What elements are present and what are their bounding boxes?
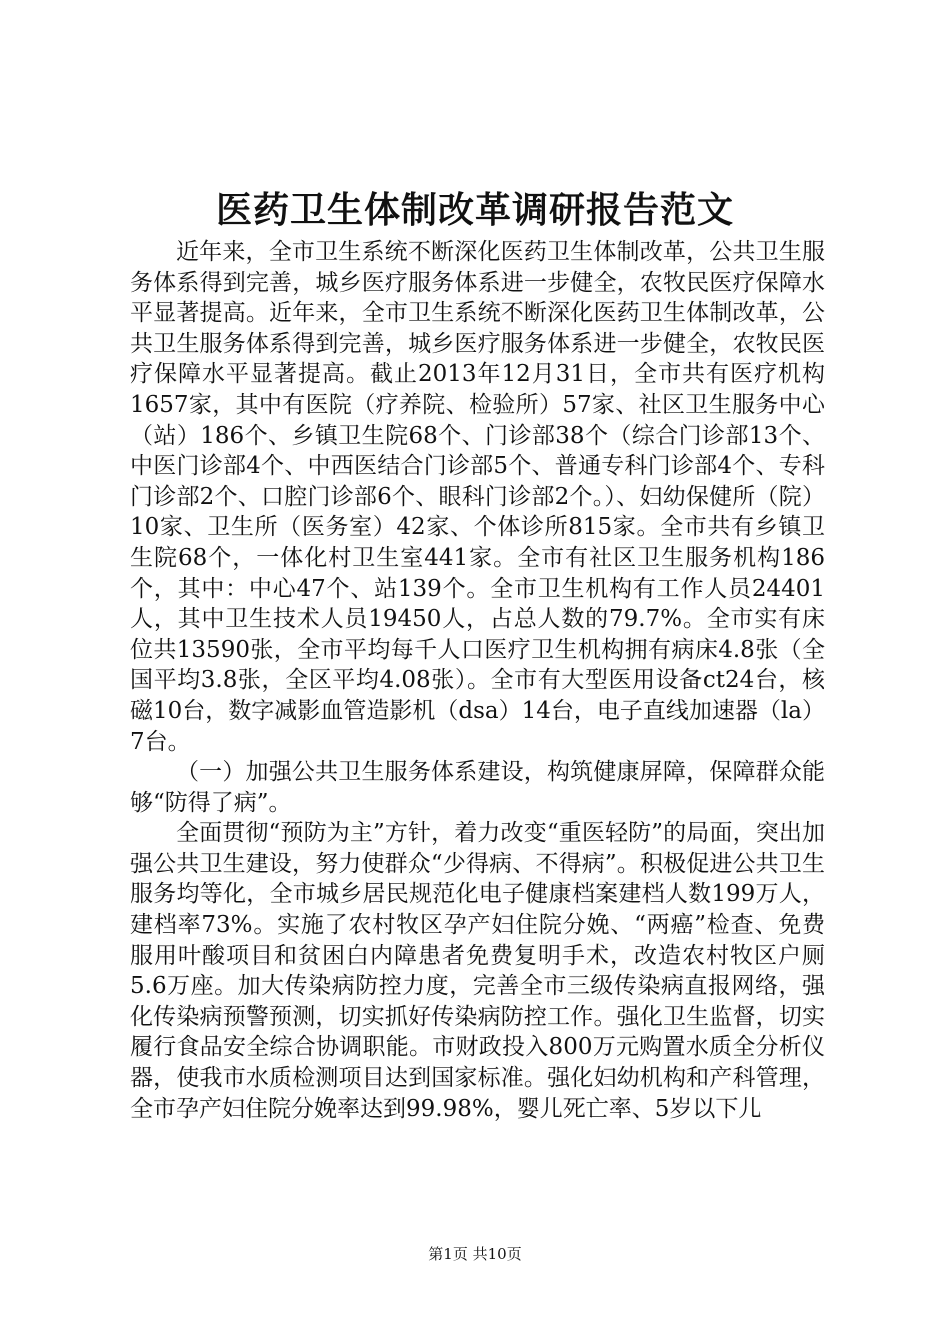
paragraph-prevention: 全面贯彻“预防为主”方针，着力改变“重医轻防”的局面，突出加强公共卫生建设，努力使群众“少得病、不得病”。积极促进公共卫生服务均等化，全市城乡居民规范化电子健康档案建档人数199万人，建档率73%。实施了农村牧区孕产妇住院分娩、“两癌”检查、免费服用叶酸项目和贫困白内障患者免费复明手术，改造农村牧区户厕5.6万座。加大传染病防控力度，完善全市三级传染病直报网络，强化传染病预警预测，切实抓好传染病防控工作。强化卫生监督，切实履行食品安全综合协调职能。市财政投入800万元购置水质全分析仪器，使我市水质检测项目达到国家标准。强化妇幼机构和产科管理，全市孕产妇住院分娩率达到99.98%，婴儿死亡率、5岁以下儿: [130, 820, 825, 1122]
paragraph-intro: 近年来，全市卫生系统不断深化医药卫生体制改革，公共卫生服务体系得到完善，城乡医疗服务体系进一步健全，农牧民医疗保障水平显著提高。近年来，全市卫生系统不断深化医药卫生体制改革，公共卫生服务体系得到完善，城乡医疗服务体系进一步健全，农牧民医疗保障水平显著提高。截止2013年12月31日，全市共有医疗机构1657家，其中有医院（疗养院、检验所）57家、社区卫生服务中心（站）186个、乡镇卫生院68个、门诊部38个（综合门诊部13个、中医门诊部4个、中西医结合门诊部5个、普通专科门诊部4个、专科门诊部2个、口腔门诊部6个、眼科门诊部2个。）、妇幼保健所（院）10家、卫生所（医务室）42家、个体诊所815家。全市共有乡镇卫生院68个，一体化村卫生室441家。全市有社区卫生服务机构186个，其中：中心47个、站139个。全市卫生机构有工作人员24401人，其中卫生技术人员19450人，占总人数的79.7%。全市实有床位共13590张，全市平均每千人口医疗卫生机构拥有病床4.8张（全国平均3.8张，全区平均4.08张）。全市有大型医用设备ct24台，核磁10台，数字减影血管造影机（dsa）14台，电子直线加速器（la）7台。: [130, 239, 825, 755]
document-body: [130, 237, 825, 1124]
paragraph-section-heading: （一）加强公共卫生服务体系建设，构筑健康屏障，保障群众能够“防得了病”。: [130, 759, 825, 816]
page-number-footer: 第1页 共10页: [428, 1245, 522, 1263]
document-title: 医药卫生体制改革调研报告范文: [215, 189, 734, 231]
